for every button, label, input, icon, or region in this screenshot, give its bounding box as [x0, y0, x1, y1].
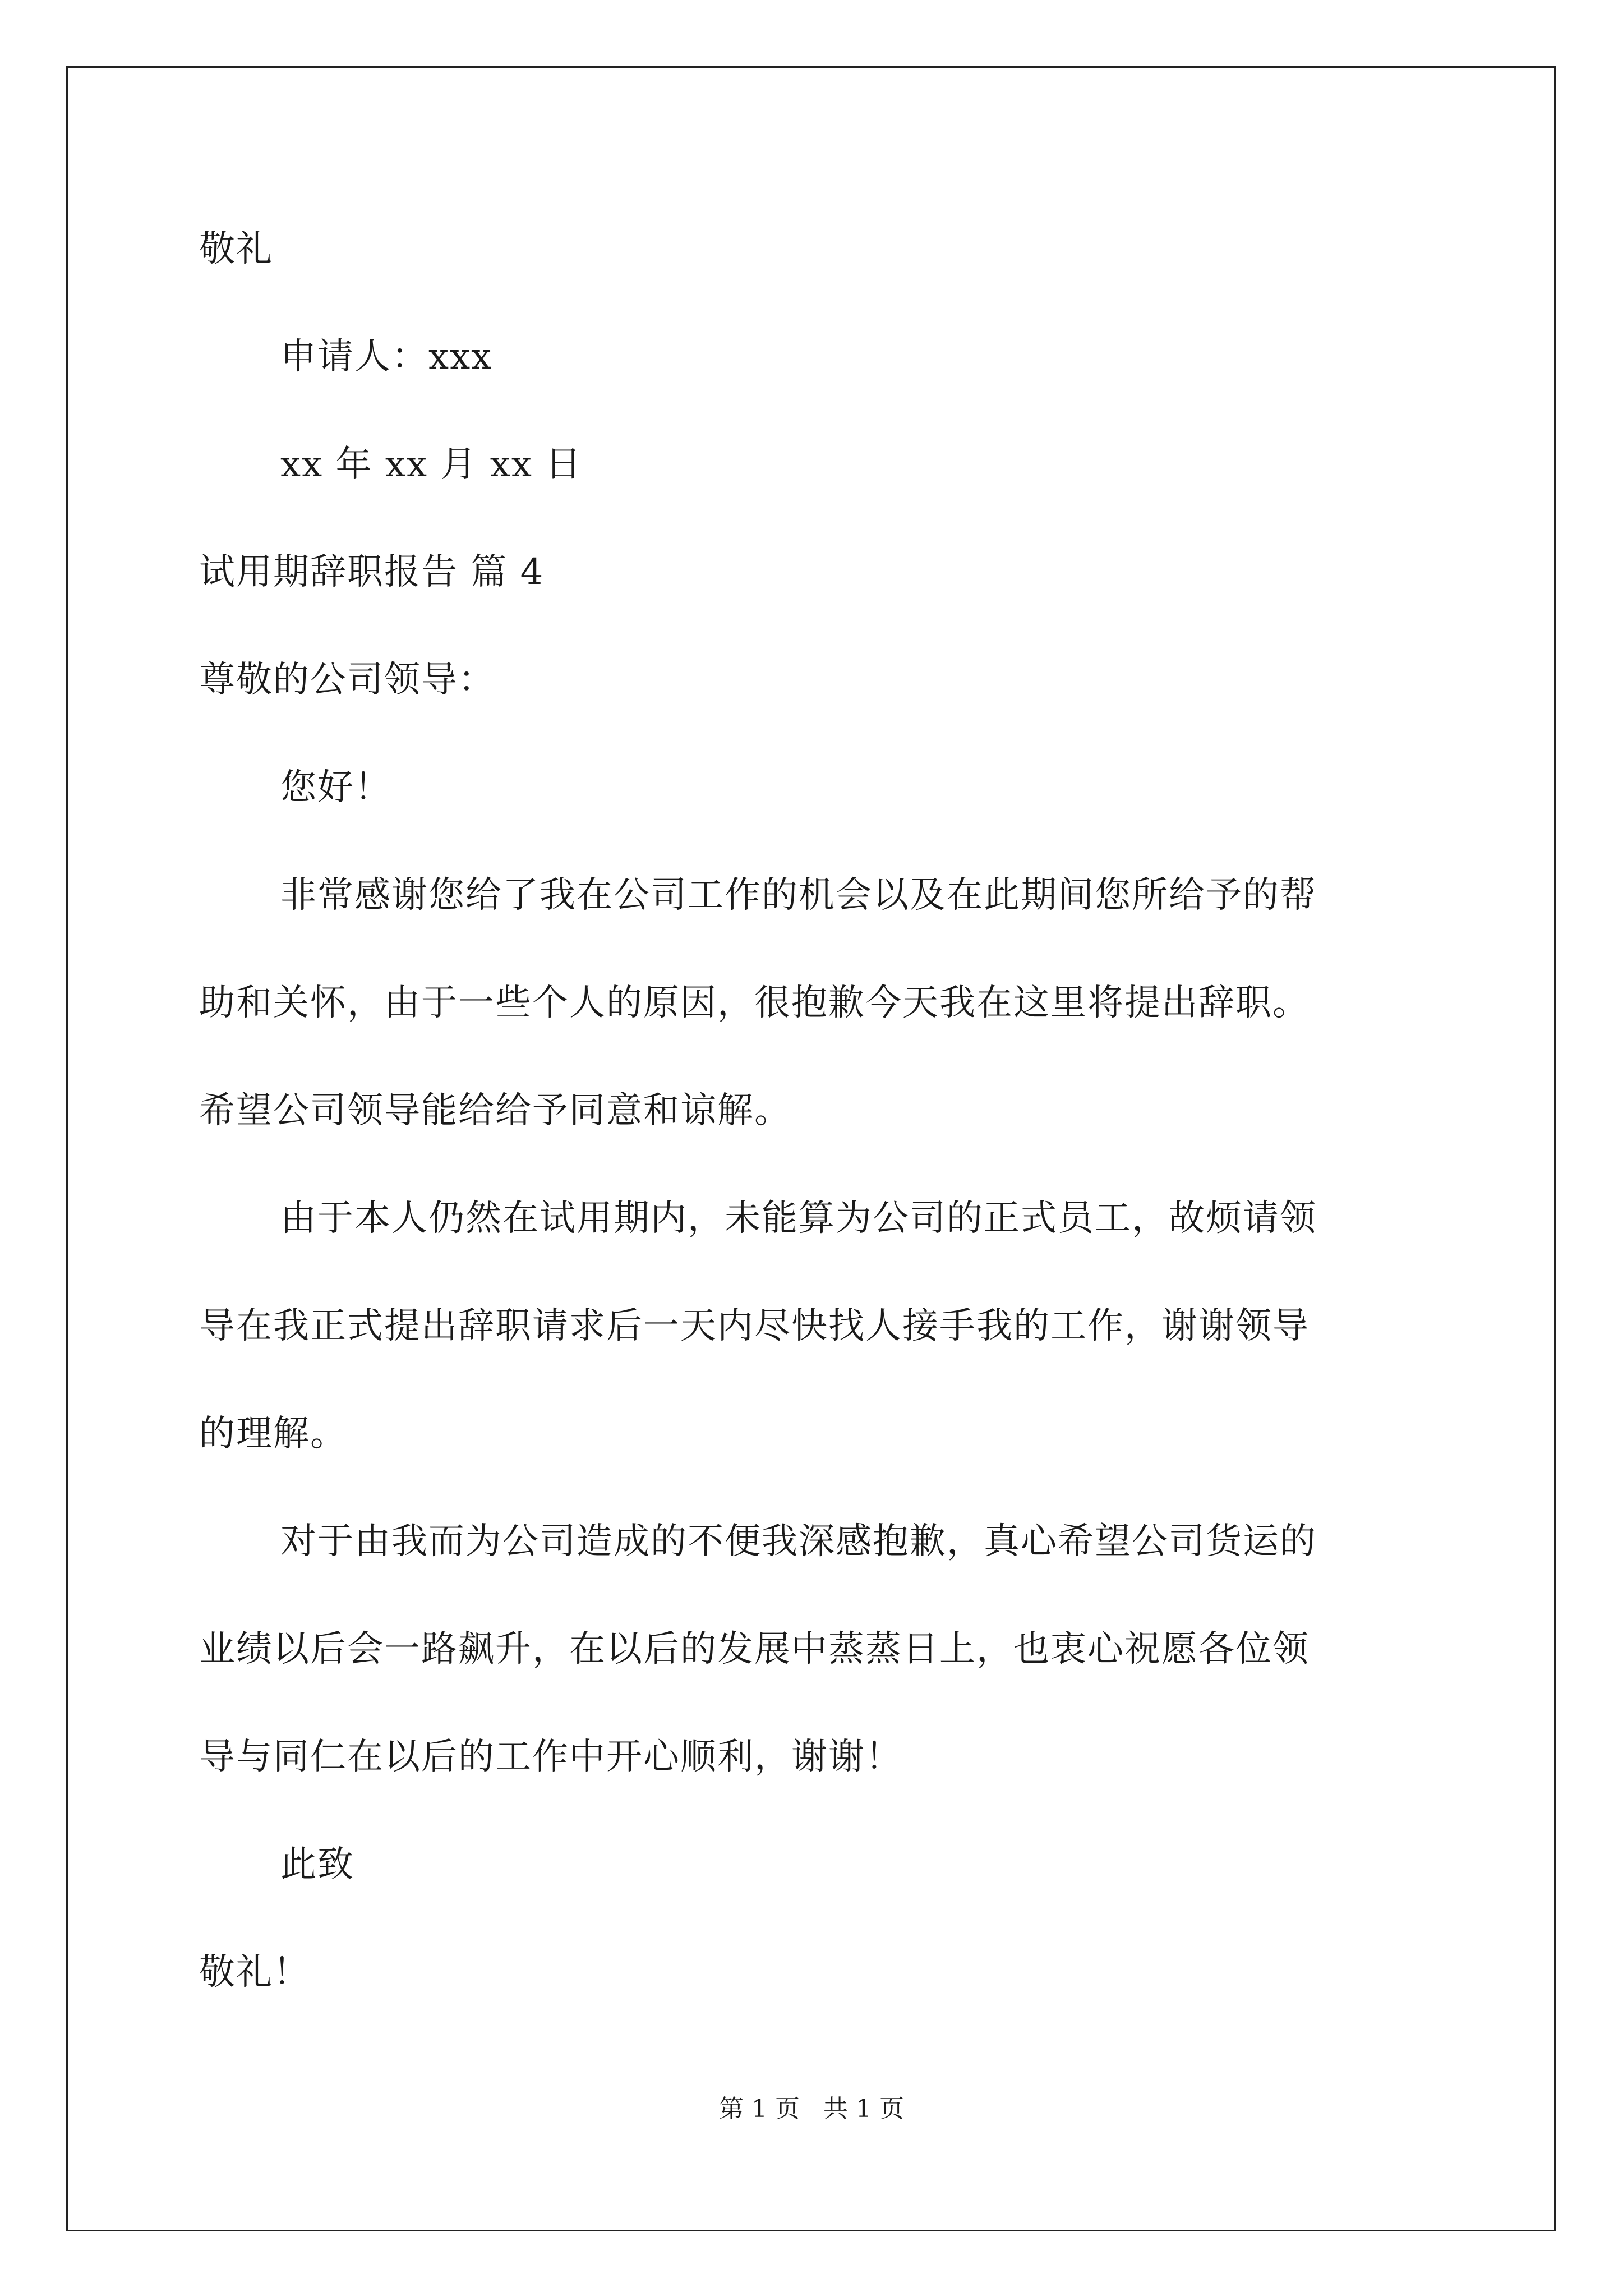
closing-salute: 敬礼 — [199, 228, 273, 270]
applicant-line: 申请人：xxx — [280, 336, 493, 378]
paragraph-line: 导在我正式提出辞职请求后一天内尽快找人接手我的工作，谢谢领导 — [199, 1305, 1310, 1347]
paragraph-line: 对于由我而为公司造成的不便我深感抱歉，真心希望公司货运的 — [280, 1521, 1317, 1562]
page-border — [66, 66, 1556, 2231]
paragraph-line: 非常感谢您给了我在公司工作的机会以及在此期间您所给予的帮 — [280, 875, 1317, 916]
greeting: 您好！ — [280, 767, 391, 808]
page-footer: 第 1 页 共 1 页 — [719, 2095, 904, 2123]
closing-salute-final: 敬礼！ — [199, 1952, 310, 1993]
closing-phrase: 此致 — [280, 1844, 354, 1885]
paragraph-line: 导与同仁在以后的工作中开心顺利，谢谢！ — [199, 1736, 902, 1778]
paragraph-line: 业绩以后会一路飙升，在以后的发展中蒸蒸日上，也衷心祝愿各位领 — [199, 1628, 1310, 1670]
paragraph-line: 希望公司领导能给给予同意和谅解。 — [199, 1090, 791, 1131]
paragraph-line: 助和关怀，由于一些个人的原因，很抱歉今天我在这里将提出辞职。 — [199, 982, 1310, 1024]
date-line: xx 年 xx 月 xx 日 — [280, 444, 583, 485]
salutation: 尊敬的公司领导： — [199, 659, 495, 701]
section-title: 试用期辞职报告 篇 4 — [199, 551, 545, 593]
paragraph-line: 由于本人仍然在试用期内，未能算为公司的正式员工，故烦请领 — [280, 1198, 1317, 1239]
paragraph-line: 的理解。 — [199, 1413, 347, 1455]
